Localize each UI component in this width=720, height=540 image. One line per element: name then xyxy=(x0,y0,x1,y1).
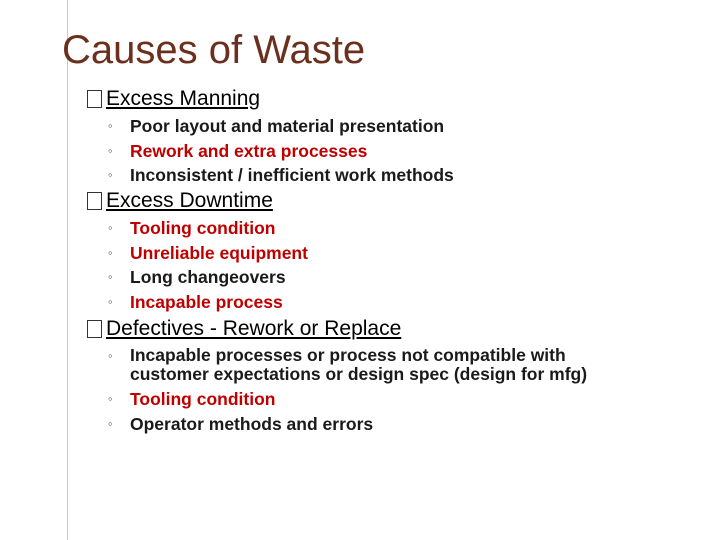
circle-bullet-icon: ◦ xyxy=(108,244,113,260)
circle-bullet-icon: ◦ xyxy=(108,142,113,158)
list-excess-downtime xyxy=(108,216,668,314)
list-item: ◦ Tooling condition xyxy=(108,216,668,241)
checkbox-bullet-icon xyxy=(87,320,102,338)
list-defectives xyxy=(108,344,628,436)
list-item: ◦ Unreliable equipment xyxy=(108,241,668,266)
list-item: ◦ Long changeovers xyxy=(108,265,668,290)
section-heading-defectives: Defectives - Rework or Replace xyxy=(87,317,401,341)
circle-bullet-icon: ◦ xyxy=(108,220,113,235)
list-item: ◦ Rework and extra processes xyxy=(108,139,668,164)
circle-bullet-icon: ◦ xyxy=(108,391,113,406)
list-item: ◦ Poor layout and material presentation xyxy=(108,114,668,139)
slide-title: Causes of Waste xyxy=(62,28,366,72)
list-item: ◦ Tooling condition xyxy=(108,387,628,412)
list-item: ◦ Incapable processes or process not compatible with customer expectations or design spec (design for mfg) xyxy=(108,345,588,384)
circle-bullet-icon: ◦ xyxy=(108,167,113,182)
section-heading-excess-downtime: Excess Downtime xyxy=(87,189,273,213)
circle-bullet-icon: ◦ xyxy=(108,269,113,284)
list-item: ◦ Incapable process xyxy=(108,290,668,315)
list-item: ◦ Operator methods and errors xyxy=(108,412,628,437)
list-item: ◦ Inconsistent / inefficient work methods xyxy=(108,163,668,188)
circle-bullet-icon: ◦ xyxy=(108,293,113,309)
circle-bullet-icon: ◦ xyxy=(108,415,113,431)
checkbox-bullet-icon xyxy=(87,192,102,210)
circle-bullet-icon: ◦ xyxy=(108,348,113,363)
section-heading-excess-manning: Excess Manning xyxy=(87,87,260,111)
list-excess-manning xyxy=(108,114,668,188)
checkbox-bullet-icon xyxy=(87,90,102,108)
accent-line xyxy=(67,0,68,540)
circle-bullet-icon: ◦ xyxy=(108,118,113,133)
